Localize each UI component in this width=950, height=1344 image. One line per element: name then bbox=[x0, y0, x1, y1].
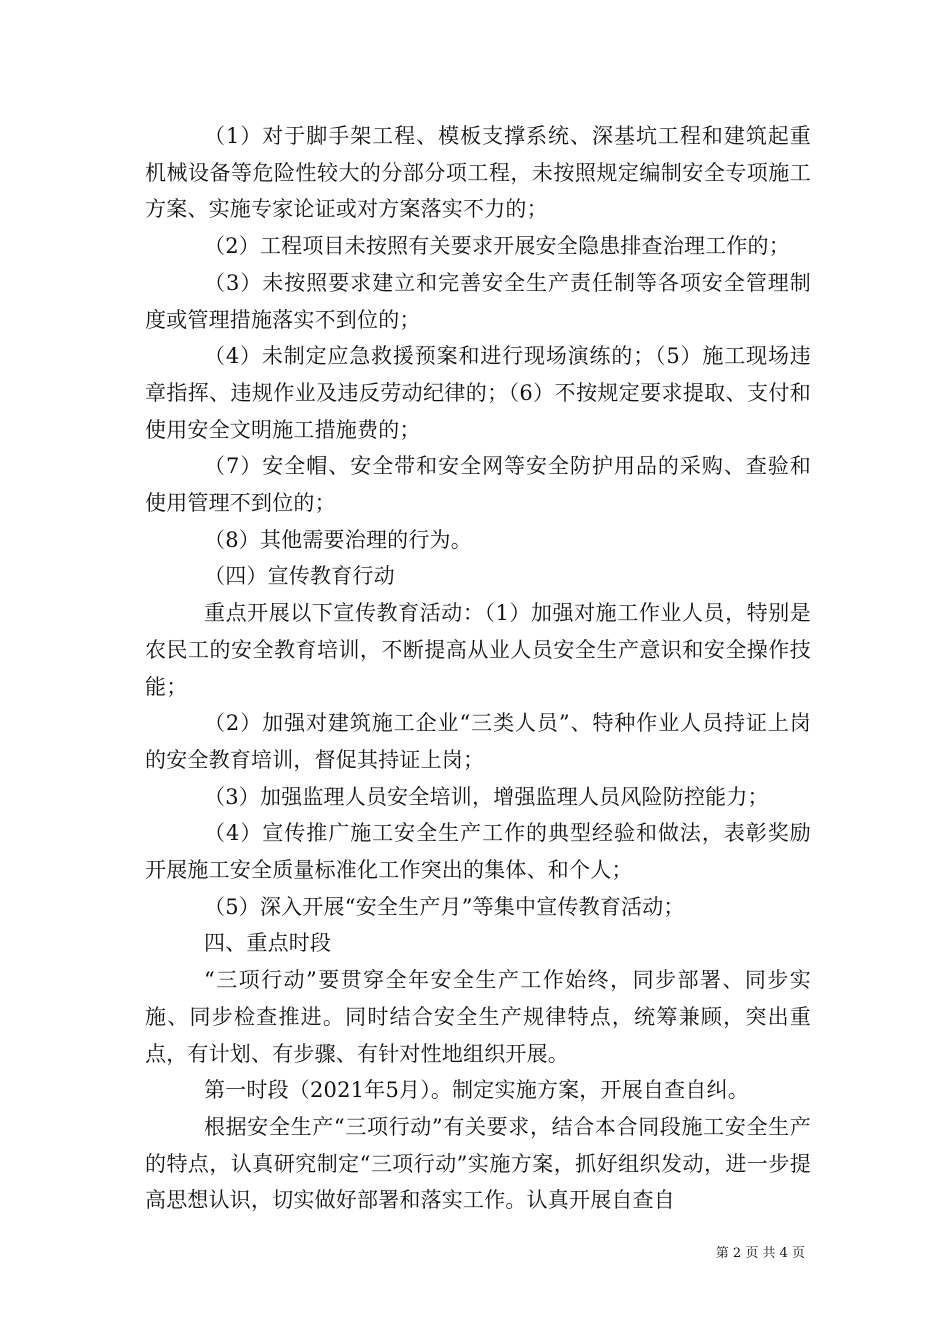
section-heading: （四）宣传教育行动 bbox=[204, 564, 395, 589]
page-label: 第 2 页 共 4 页 bbox=[715, 1246, 805, 1261]
paragraph: （4）未制定应急救援预案和进行现场演练的；（5）施工现场违章指挥、违规作业及违反劳动纪律的；（6）不按规定要求提取、支付和使用安全文明施工措施费的； bbox=[145, 344, 811, 442]
paragraph: （2）加强对建筑施工企业“三类人员”、特种作业人员持证上岗的安全教育培训，督促其持证上岗； bbox=[145, 711, 811, 772]
paragraph: 根据安全生产“三项行动”有关要求，结合本合同段施工安全生产的特点，认真研究制定“三项行动”实施方案，抓好组织发动，进一步提高思想认识，切实做好部署和落实工作。认真开展自查自 bbox=[145, 1114, 811, 1213]
paragraph: （5）深入开展“安全生产月”等集中宣传教育活动； bbox=[204, 894, 685, 919]
paragraph: （3）未按照要求建立和完善安全生产责任制等各项安全管理制度或管理措施落实不到位的； bbox=[145, 270, 811, 332]
document-body bbox=[145, 118, 811, 1219]
paragraph: （2）工程项目未按照有关要求开展安全隐患排查治理工作的； bbox=[204, 234, 790, 259]
page-number-footer bbox=[716, 1246, 805, 1262]
paragraph: 重点开展以下宣传教育活动：（1）加强对施工作业人员，特别是农民工的安全教育培训，不断提高从业人员安全生产意识和安全操作技能； bbox=[145, 601, 811, 699]
paragraph: （8）其他需要治理的行为。 bbox=[204, 527, 472, 552]
paragraph: （7）安全帽、安全带和安全网等安全防护用品的采购、查验和使用管理不到位的； bbox=[145, 454, 811, 516]
paragraph: （1）对于脚手架工程、模板支撑系统、深基坑工程和建筑起重机械设备等危险性较大的分部分项工程，未按照规定编制安全专项施工方案、实施专家论证或对方案落实不力的； bbox=[145, 124, 811, 222]
paragraph: （3）加强监理人员安全培训，增强监理人员风险防控能力； bbox=[204, 784, 769, 809]
section-heading: 四、重点时段 bbox=[204, 931, 332, 956]
paragraph: （4）宣传推广施工安全生产工作的典型经验和做法，表彰奖励开展施工安全质量标准化工作突出的集体、和个人； bbox=[145, 821, 811, 883]
paragraph: “三项行动”要贯穿全年安全生产工作始终，同步部署、同步实施、同步检查推进。同时结合安全生产规律特点，统筹兼顾，突出重点，有计划、有步骤、有针对性地组织开展。 bbox=[145, 968, 811, 1066]
paragraph: 第一时段（2021年5月）。制定实施方案，开展自查自纠。 bbox=[204, 1078, 749, 1103]
